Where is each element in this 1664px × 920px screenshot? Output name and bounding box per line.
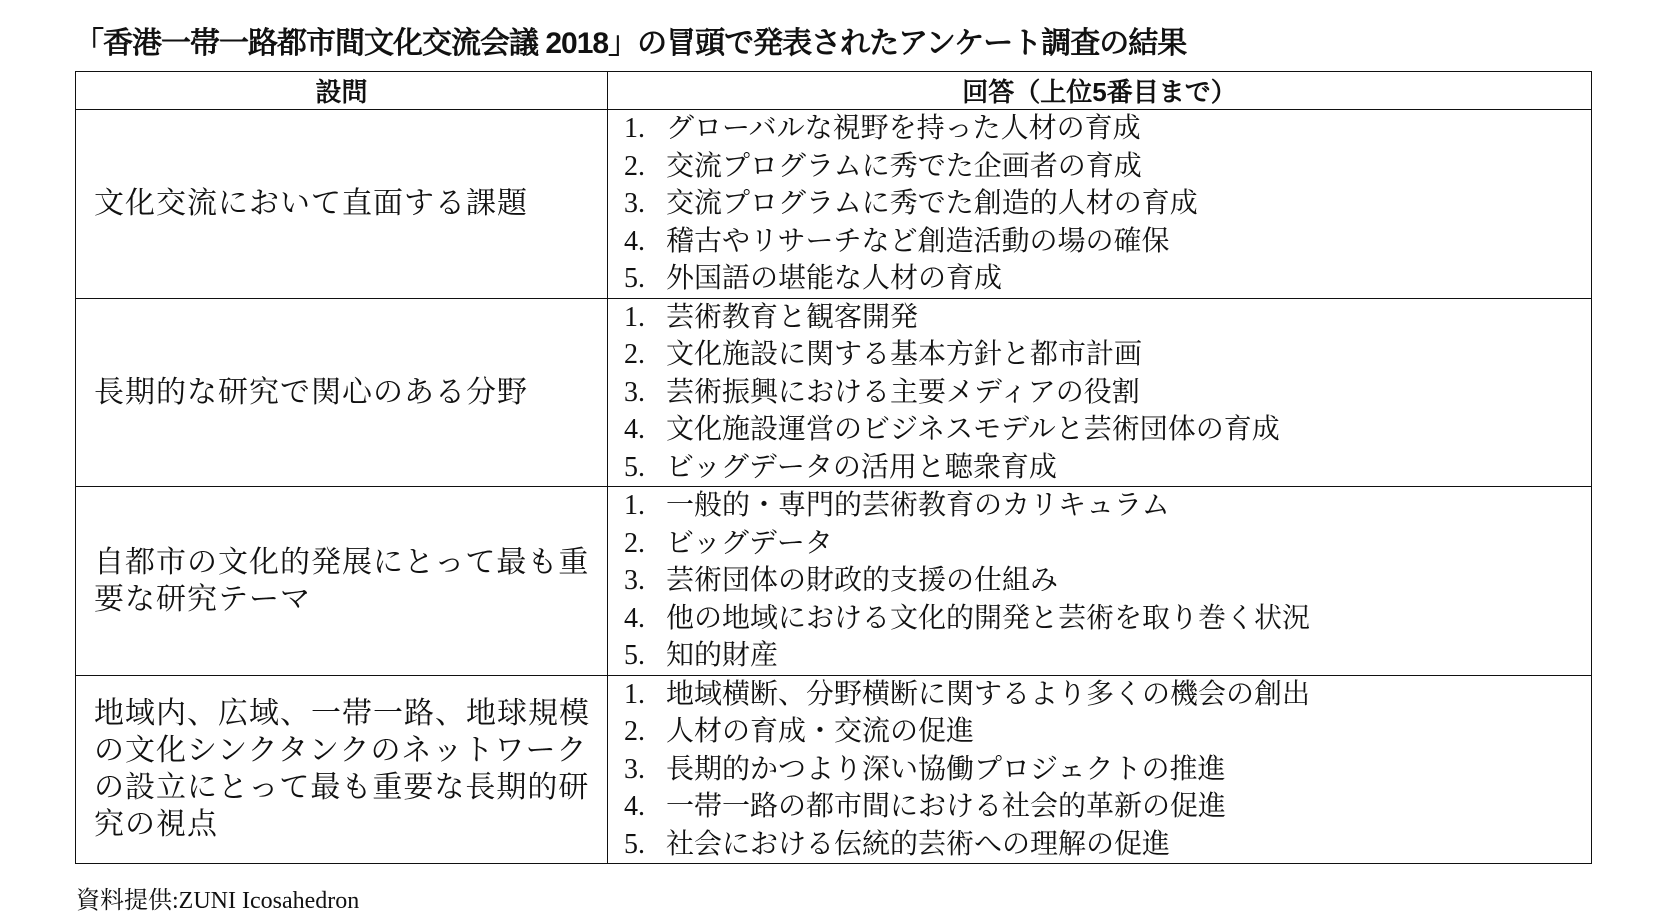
answer-text: グローバルな視野を持った人材の育成 xyxy=(666,113,1141,144)
answer-rank: 3. xyxy=(624,188,645,219)
answer-item xyxy=(624,562,1591,600)
answer-rank: 4. xyxy=(624,602,645,634)
table-row xyxy=(76,487,1592,676)
answer-item xyxy=(624,110,1591,148)
answer-item xyxy=(624,826,1591,864)
table-row xyxy=(76,110,1592,299)
answer-text: 芸術振興における主要メディアの役割 xyxy=(666,376,1140,408)
source-credit: 資料提供:ZUNI Icosahedron xyxy=(76,888,360,914)
answer-rank: 1. xyxy=(624,301,645,333)
answer-text: 一帯一路の都市間における社会的革新の促進 xyxy=(666,791,1227,822)
answer-text: 知的財産 xyxy=(666,640,779,671)
answer-item xyxy=(624,449,1591,487)
answer-item xyxy=(624,374,1591,412)
answers-cell xyxy=(608,675,1592,864)
answer-text: 文化施設運営のビジネスモデルと芸術団体の育成 xyxy=(666,414,1280,445)
answer-rank: 2. xyxy=(624,527,645,559)
answer-text: 文化施設に関する基本方針と都市計画 xyxy=(666,339,1143,370)
answer-rank: 3. xyxy=(624,376,645,408)
answer-item xyxy=(624,411,1591,449)
answer-rank: 2. xyxy=(624,339,645,370)
answer-list xyxy=(624,299,1591,487)
document-title: 「香港一帯一路都市間文化交流会議 2018」の冒頭で発表されたアンケート調査の結果 xyxy=(74,27,1187,60)
answer-item xyxy=(624,788,1591,826)
answer-text: 地域横断、分野横断に関するより多くの機会の創出 xyxy=(666,678,1311,710)
answer-rank: 3. xyxy=(624,565,645,596)
header-answers: 回答（上位5番目まで） xyxy=(608,72,1592,110)
answer-list xyxy=(624,487,1591,675)
answer-rank: 1. xyxy=(624,113,645,144)
answer-text: 芸術教育と観客開発 xyxy=(666,301,919,333)
answer-item xyxy=(624,223,1591,261)
answer-text: ビッグデータの活用と聴衆育成 xyxy=(666,451,1057,483)
answer-rank: 2. xyxy=(624,716,645,747)
answer-rank: 4. xyxy=(624,414,645,445)
answer-text: 外国語の堪能な人材の育成 xyxy=(666,263,1003,294)
question-cell: 地域内、広域、一帯一路、地球規模の文化シンクタンクのネットワークの設立にとって最も重要な長期的研究の視点 xyxy=(76,675,608,864)
answer-rank: 5. xyxy=(624,451,645,483)
answer-list xyxy=(624,676,1591,864)
answer-text: ビッグデータ xyxy=(666,527,833,559)
answer-text: 長期的かつより深い協働プロジェクトの推進 xyxy=(666,753,1226,785)
answer-rank: 2. xyxy=(624,150,645,182)
header-question: 設問 xyxy=(76,72,608,110)
answer-text: 稽古やリサーチなど創造活動の場の確保 xyxy=(666,225,1170,257)
answer-item xyxy=(624,525,1591,563)
answer-text: 交流プログラムに秀でた企画者の育成 xyxy=(666,150,1142,182)
answer-rank: 1. xyxy=(624,490,645,521)
answer-rank: 5. xyxy=(624,828,645,860)
answers-cell xyxy=(608,110,1592,299)
answer-item xyxy=(624,185,1591,223)
answer-rank: 5. xyxy=(624,640,645,671)
answer-item xyxy=(624,676,1591,714)
answer-item xyxy=(624,260,1591,298)
answer-rank: 4. xyxy=(624,791,645,822)
answer-list xyxy=(624,110,1591,298)
answer-item xyxy=(624,299,1591,337)
answer-item xyxy=(624,336,1591,374)
answer-item xyxy=(624,487,1591,525)
answer-text: 芸術団体の財政的支援の仕組み xyxy=(666,565,1059,596)
table-row xyxy=(76,298,1592,487)
survey-results-table xyxy=(75,71,1592,864)
question-cell: 長期的な研究で関心のある分野 xyxy=(76,298,608,487)
answer-rank: 1. xyxy=(624,678,645,710)
table-header-row xyxy=(76,72,1592,110)
answer-text: 人材の育成・交流の促進 xyxy=(666,716,975,747)
answer-item xyxy=(624,713,1591,751)
answer-text: 交流プログラムに秀でた創造的人材の育成 xyxy=(666,188,1198,219)
answer-item xyxy=(624,751,1591,789)
answer-rank: 3. xyxy=(624,753,645,785)
table-row xyxy=(76,675,1592,864)
answers-cell xyxy=(608,298,1592,487)
answer-rank: 4. xyxy=(624,225,645,257)
answer-text: 一般的・専門的芸術教育のカリキュラム xyxy=(666,490,1170,521)
question-cell: 自都市の文化的発展にとって最も重要な研究テーマ xyxy=(76,487,608,676)
answer-item xyxy=(624,600,1591,638)
answer-rank: 5. xyxy=(624,263,645,294)
answer-item xyxy=(624,637,1591,675)
answer-text: 他の地域における文化的開発と芸術を取り巻く状況 xyxy=(666,602,1311,634)
answer-text: 社会における伝統的芸術への理解の促進 xyxy=(666,828,1171,860)
question-cell: 文化交流において直面する課題 xyxy=(76,110,608,299)
answers-cell xyxy=(608,487,1592,676)
answer-item xyxy=(624,148,1591,186)
